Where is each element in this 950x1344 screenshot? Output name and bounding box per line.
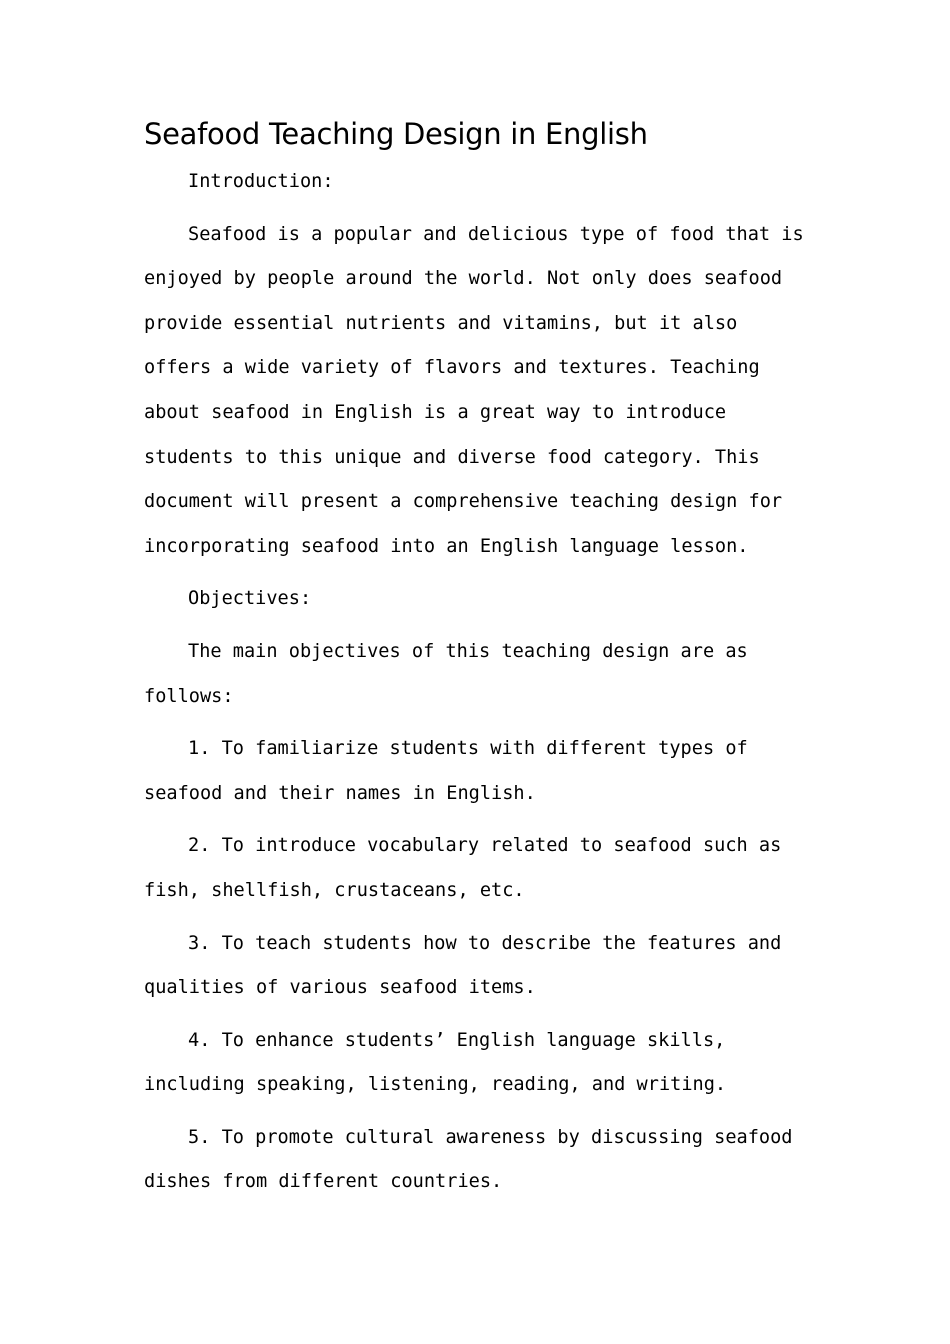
objectives-heading: Objectives: [188,588,312,610]
document-title: Seafood Teaching Design in English [144,117,648,151]
introduction-heading: Introduction: [188,171,334,192]
objective-item-2: 2. To introduce vocabulary related to seafood such as fish, shellfish, crustaceans, etc. [144,835,782,901]
introduction-paragraph: Seafood is a popular and delicious type of food that is enjoyed by people around the world. Not only does seafood provide essential nutrients and vitamins, but it also offers a wide variety of flavors and textures. Teaching about seafood in English is a great way to introduce students to this unique and diverse food category. This document will present a comprehensive teaching design for incorporating seafood into an English language lesson. [144,223,804,557]
objective-item-5: 5. To promote cultural awareness by discussing seafood dishes from different countries. [144,1126,793,1193]
objective-item-1: 1. To familiarize students with different types of seafood and their names in English. [144,738,748,804]
objective-item-4: 4. To enhance students’ English language skills, including speaking, listening, reading, and writing. [144,1029,727,1096]
document-body [144,112,810,1213]
objectives-intro-paragraph: The main objectives of this teaching design are as follows: [144,640,748,707]
objective-item-3: 3. To teach students how to describe the features and qualities of various seafood items. [144,932,782,999]
